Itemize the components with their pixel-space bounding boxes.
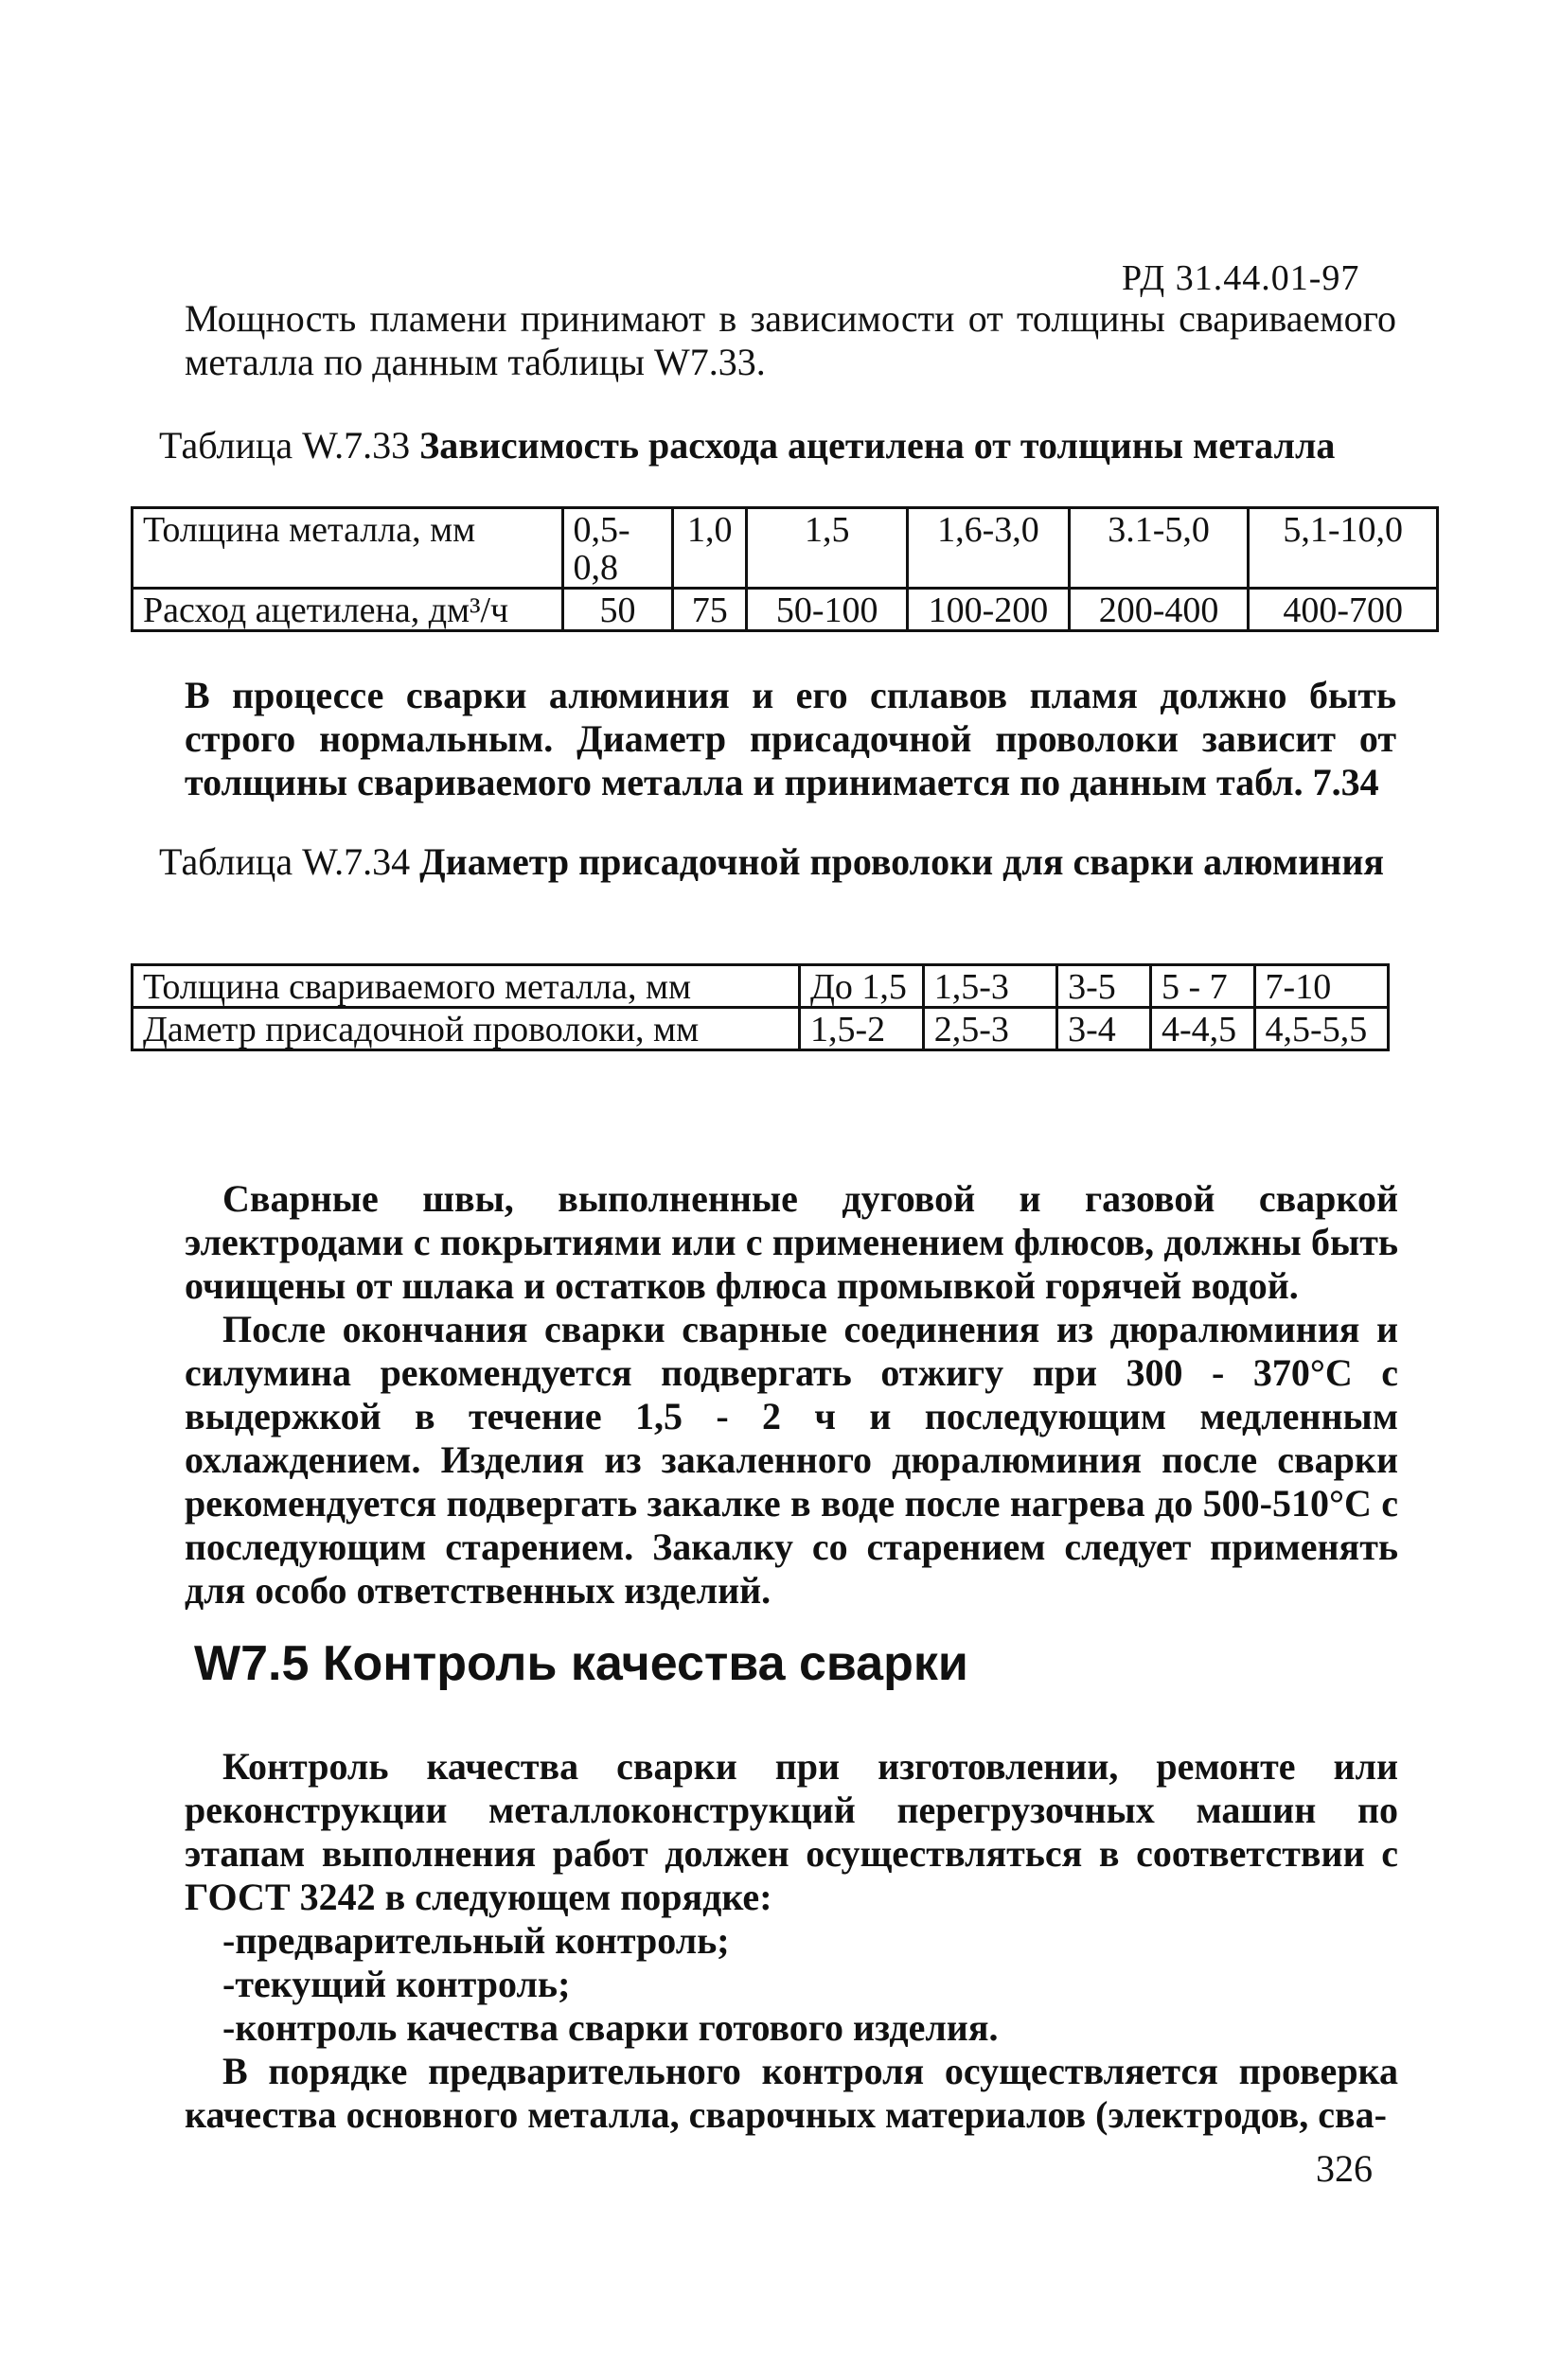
heat-treatment-paragraph: После окончания сварки сварные соединения из дюралюминия и силумина рекомендуется подвергать отжигу при 300 - 370°С с выдержкой в течение 1,5 - 2 ч и последующим медленным охлаждением. Изделия из закаленного дюралюминия после сварки рекомендуется подвергать закалке в воде после нагрева до 500-510°С с последующим старением. Закалку со старением следует применять для особо ответственных изделий. <box>185 1308 1398 1612</box>
table1-caption-number: Таблица W.7.33 <box>159 424 411 467</box>
table-row <box>133 965 1389 1008</box>
table-row <box>133 508 1438 589</box>
table-cell: 5 - 7 <box>1151 965 1255 1008</box>
table1-caption-title: Зависимость расхода ацетилена от толщины металла <box>419 424 1336 467</box>
table-cell: 400-700 <box>1249 589 1438 631</box>
table-cell: До 1,5 <box>799 965 923 1008</box>
table-cell: 3-4 <box>1057 1008 1151 1050</box>
table-cell: 1,5-3 <box>923 965 1056 1008</box>
table2-caption <box>159 840 1390 884</box>
table-cell: 50-100 <box>747 589 908 631</box>
table-cell: 1,5-2 <box>799 1008 923 1050</box>
page-number: 326 <box>1316 2147 1373 2190</box>
table-cell: 3.1-5,0 <box>1069 508 1249 589</box>
intro-paragraph: Мощность пламени принимают в зависимости от толщины свариваемого металла по данным таблицы W7.33. <box>185 297 1396 383</box>
table-cell: 1,6-3,0 <box>908 508 1069 589</box>
seams-paragraph: Сварные швы, выполненные дуговой и газовой сваркой электродами с покрытиями или с применением флюсов, должны быть очищены от шлака и остатков флюса промывкой горячей водой. <box>185 1177 1398 1307</box>
list-item: -контроль качества сварки готового изделия. <box>222 2006 999 2049</box>
wire-diameter-table <box>131 963 1390 1051</box>
table-cell: 100-200 <box>908 589 1069 631</box>
welding-paragraph: В процессе сварки алюминия и его сплавов пламя должно быть строго нормальным. Диаметр присадочной проволоки зависит от толщины свариваемого металла и принимается по данным табл. 7.34 <box>185 674 1396 803</box>
table-cell: 1,5 <box>747 508 908 589</box>
table-cell: 3-5 <box>1057 965 1151 1008</box>
table-cell: 200-400 <box>1069 589 1249 631</box>
document-code: РД 31.44.01-97 <box>1122 258 1360 298</box>
table-row <box>133 1008 1389 1050</box>
table-cell: 7-10 <box>1254 965 1388 1008</box>
table-cell: 2,5-3 <box>923 1008 1056 1050</box>
quality-control-paragraph: Контроль качества сварки при изготовлении, ремонте или реконструкции металлоконструкций перегрузочных машин по этапам выполнения работ должен осуществляться в соответствии с ГОСТ 3242 в следующем порядке: <box>185 1745 1398 1918</box>
table-cell: 0,5-0,8 <box>562 508 673 589</box>
table-cell: Даметр присадочной проволоки, мм <box>133 1008 800 1050</box>
control-stages-list <box>222 1919 998 2050</box>
table-cell: 4,5-5,5 <box>1254 1008 1388 1050</box>
table-cell: 5,1-10,0 <box>1249 508 1438 589</box>
table-cell: Толщина металла, мм <box>133 508 563 589</box>
table-row <box>133 589 1438 631</box>
table-cell: 4-4,5 <box>1151 1008 1255 1050</box>
table-cell: Толщина свариваемого металла, мм <box>133 965 800 1008</box>
preliminary-control-paragraph: В порядке предварительного контроля осуществляется проверка качества основного металла, сварочных материалов (электродов, сва- <box>185 2050 1398 2136</box>
table-cell: 75 <box>673 589 747 631</box>
table1-caption <box>159 424 1409 467</box>
table-cell: Расход ацетилена, дм³/ч <box>133 589 563 631</box>
acetylene-table <box>131 506 1439 632</box>
list-item: -предварительный контроль; <box>222 1919 730 1962</box>
table-cell: 50 <box>562 589 673 631</box>
table2-caption-number: Таблица W.7.34 <box>159 840 411 883</box>
table2-caption-title: Диаметр присадочной проволоки для сварки алюминия <box>419 840 1385 883</box>
table-cell: 1,0 <box>673 508 747 589</box>
section-heading: W7.5 Контроль качества сварки <box>194 1636 968 1691</box>
list-item: -текущий контроль; <box>222 1963 571 2005</box>
